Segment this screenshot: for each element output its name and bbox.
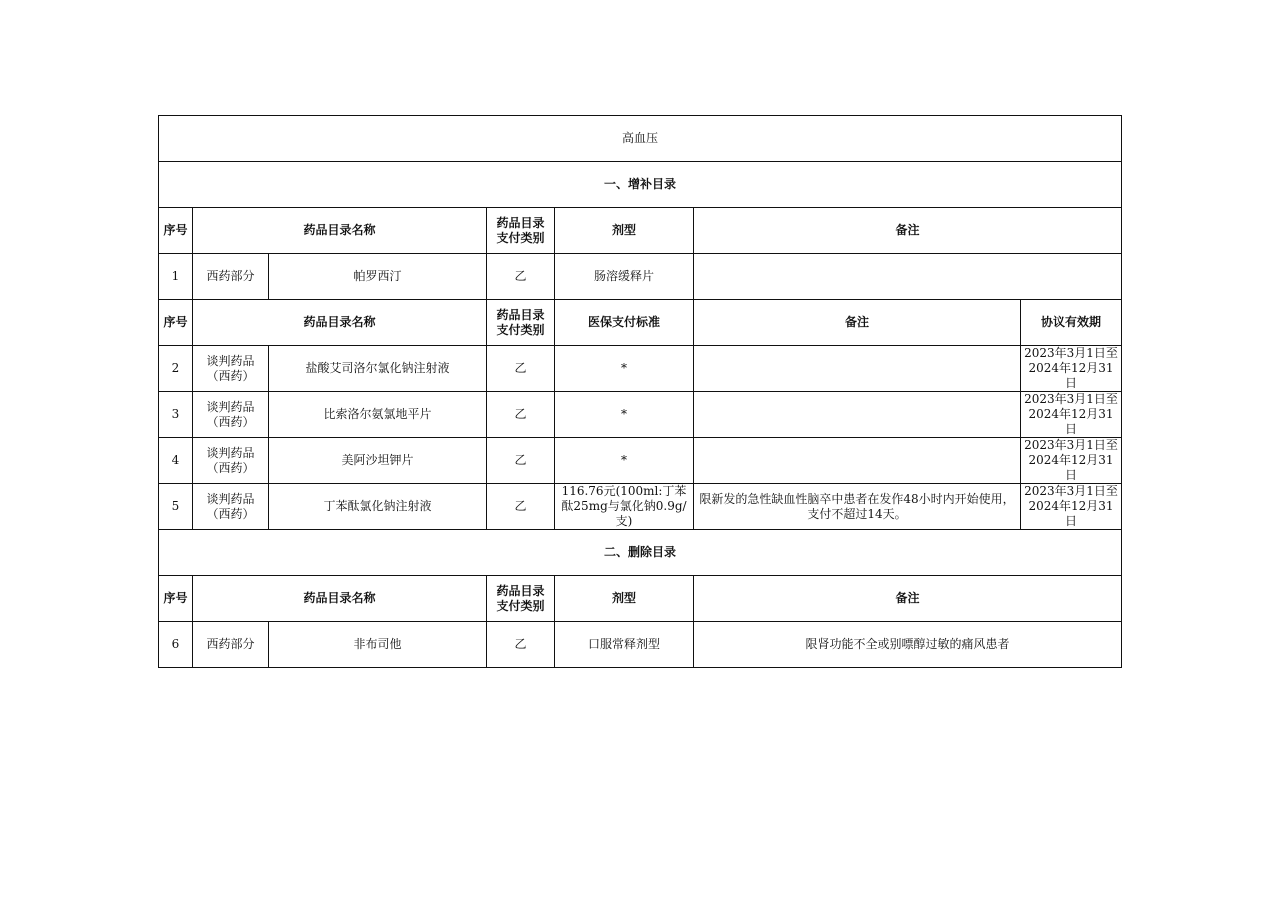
row-dosage-form: 肠溶缓释片: [555, 254, 694, 300]
row-pay-type: 乙: [487, 622, 555, 668]
table-row: [159, 438, 1122, 484]
header-name: 药品目录名称: [193, 300, 487, 346]
row-remark: 限肾功能不全或别嘌醇过敏的痛风患者: [694, 622, 1122, 668]
header-pay-type: 药品目录 支付类别: [487, 208, 555, 254]
row-drug-name: 美阿沙坦钾片: [269, 438, 487, 484]
header-pay-type: 药品目录 支付类别: [487, 300, 555, 346]
row-remark: [694, 438, 1021, 484]
row-drug-name: 非布司他: [269, 622, 487, 668]
table-header-row: [159, 576, 1122, 622]
header-pay-standard: 医保支付标准: [555, 300, 694, 346]
table-row: [159, 622, 1122, 668]
table-row: [159, 392, 1122, 438]
row-category: 谈判药品 （西药）: [193, 392, 269, 438]
row-seq: 4: [159, 438, 193, 484]
header-remark: 备注: [694, 576, 1122, 622]
row-valid-period: 2023年3月1日至 2024年12月31日: [1021, 484, 1122, 530]
row-valid-period: 2023年3月1日至 2024年12月31日: [1021, 438, 1122, 484]
row-pay-type: 乙: [487, 346, 555, 392]
row-pay-type: 乙: [487, 438, 555, 484]
row-remark: 限新发的急性缺血性脑卒中患者在发作48小时内开始使用，支付不超过14天。: [694, 484, 1021, 530]
row-drug-name: 帕罗西汀: [269, 254, 487, 300]
header-seq: 序号: [159, 576, 193, 622]
row-drug-name: 盐酸艾司洛尔氯化钠注射液: [269, 346, 487, 392]
header-remark: 备注: [694, 300, 1021, 346]
row-pay-standard: *: [555, 346, 694, 392]
row-pay-type: 乙: [487, 392, 555, 438]
header-name: 药品目录名称: [193, 576, 487, 622]
header-pay-type: 药品目录 支付类别: [487, 576, 555, 622]
row-category: 谈判药品 （西药）: [193, 346, 269, 392]
drug-catalog-table: [158, 115, 1122, 668]
row-seq: 6: [159, 622, 193, 668]
section-deleted-heading: 二、删除目录: [159, 530, 1122, 576]
row-seq: 1: [159, 254, 193, 300]
row-category: 谈判药品 （西药）: [193, 438, 269, 484]
header-dosage-form: 剂型: [555, 576, 694, 622]
row-valid-period: 2023年3月1日至 2024年12月31日: [1021, 346, 1122, 392]
header-valid-period: 协议有效期: [1021, 300, 1122, 346]
row-drug-name: 丁苯酞氯化钠注射液: [269, 484, 487, 530]
row-pay-type: 乙: [487, 254, 555, 300]
table-header-row: [159, 208, 1122, 254]
row-valid-period: 2023年3月1日至 2024年12月31日: [1021, 392, 1122, 438]
table-header-row: [159, 300, 1122, 346]
row-seq: 2: [159, 346, 193, 392]
table-row: [159, 254, 1122, 300]
row-pay-standard: 116.76元(100ml:丁苯酞25mg与氯化钠0.9g/支): [555, 484, 694, 530]
page-title: 高血压: [159, 116, 1122, 162]
header-remark: 备注: [694, 208, 1122, 254]
header-dosage-form: 剂型: [555, 208, 694, 254]
row-seq: 3: [159, 392, 193, 438]
header-name: 药品目录名称: [193, 208, 487, 254]
table-row: [159, 346, 1122, 392]
row-drug-name: 比索洛尔氨氯地平片: [269, 392, 487, 438]
row-seq: 5: [159, 484, 193, 530]
header-seq: 序号: [159, 300, 193, 346]
row-category: 西药部分: [193, 622, 269, 668]
row-pay-standard: *: [555, 392, 694, 438]
row-remark: [694, 254, 1122, 300]
table-row: [159, 484, 1122, 530]
row-remark: [694, 392, 1021, 438]
row-dosage-form: 口服常释剂型: [555, 622, 694, 668]
header-seq: 序号: [159, 208, 193, 254]
row-category: 西药部分: [193, 254, 269, 300]
row-pay-standard: *: [555, 438, 694, 484]
row-pay-type: 乙: [487, 484, 555, 530]
section-added-heading: 一、增补目录: [159, 162, 1122, 208]
row-remark: [694, 346, 1021, 392]
row-category: 谈判药品 （西药）: [193, 484, 269, 530]
